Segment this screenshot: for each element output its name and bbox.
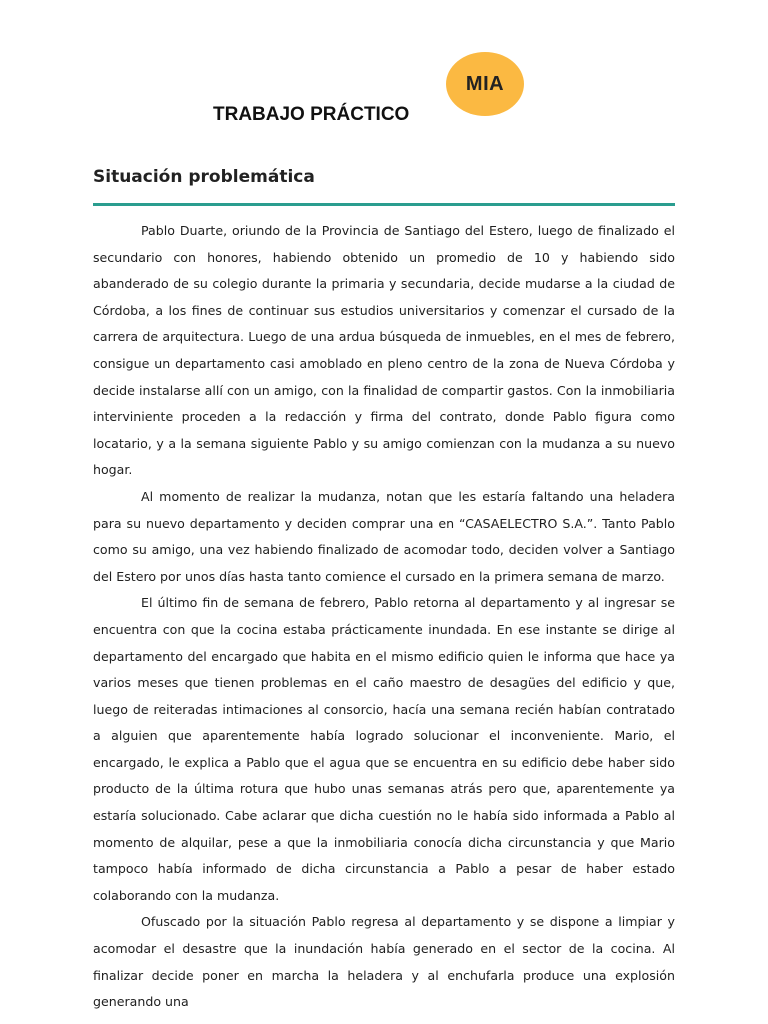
document-body <box>93 218 675 1016</box>
section-heading: Situación problemática <box>93 167 315 187</box>
paragraph: El último fin de semana de febrero, Pablo retorna al departamento y al ingresar se encuentra con que la cocina estaba prácticamente inundada. En ese instante se dirige al departamento del encargado que habita en el mismo edificio quien le informa que hace ya varios meses que tienen problemas en el caño maestro de desagües del edificio y que, luego de reiteradas intimaciones al consorcio, hacía una semana recién habían contratado a alguien que aparentemente había logrado solucionar el inconveniente. Mario, el encargado, le explica a Pablo que el agua que se encuentra en su edificio debe haber sido producto de la última rotura que hubo unas semanas atrás pero que, aparentemente ya estaría solucionado. Cabe aclarar que dicha cuestión no le había sido informada a Pablo al momento de alquilar, pese a que la inmobiliaria conocía dicha circunstancia y que Mario tampoco había informado de dicha circunstancia a Pablo a pesar de haber estado colaborando con la mudanza. <box>93 595 675 903</box>
paragraph: Al momento de realizar la mudanza, notan que les estaría faltando una heladera para su nuevo departamento y deciden comprar una en “CASAELECTRO S.A.”. Tanto Pablo como su amigo, una vez habiendo finalizado de acomodar todo, deciden volver a Santiago del Estero por unos días hasta tanto comience el cursado en la primera semana de marzo. <box>93 488 675 584</box>
section-divider <box>93 203 675 206</box>
logo-text: MIA <box>465 72 505 95</box>
paragraph: Ofuscado por la situación Pablo regresa al departamento y se dispone a limpiar y acomodar el desastre que la inundación había generado en el sector de la cocina. Al finalizar decide poner en marcha la heladera y al enchufarla produce una explosión generando una <box>93 914 675 1010</box>
document-title: TRABAJO PRÁCTICO <box>213 104 410 125</box>
paragraph: Pablo Duarte, oriundo de la Provincia de Santiago del Estero, luego de finalizado el secundario con honores, habiendo obtenido un promedio de 10 y habiendo sido abanderado de su colegio durante la primaria y secundaria, decide mudarse a la ciudad de Córdoba, a los fines de continuar sus estudios universitarios y comenzar el cursado de la carrera de arquitectura. Luego de una ardua búsqueda de inmuebles, en el mes de febrero, consigue un departamento casi amoblado en pleno centro de la zona de Nueva Córdoba y decide instalarse allí con un amigo, con la finalidad de compartir gastos. Con la inmobiliaria interviniente proceden a la redacción y firma del contrato, donde Pablo figura como locatario, y a la semana siguiente Pablo y su amigo comienzan con la mudanza a su nuevo hogar. <box>93 223 675 478</box>
mia-logo <box>446 52 524 116</box>
